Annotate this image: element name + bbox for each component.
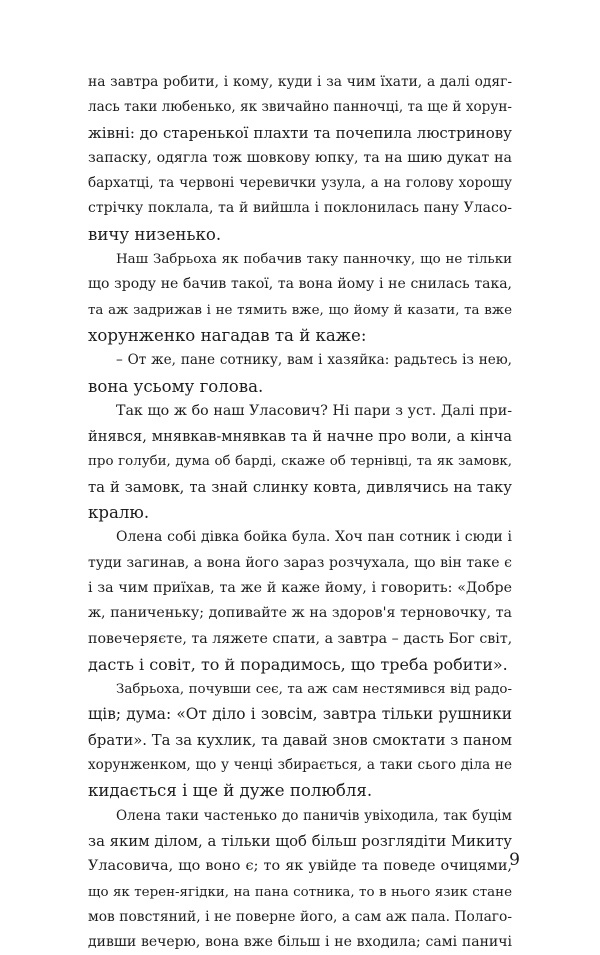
text-line: на завтра робити, і кому, куди і за чим їхати, а далі одяг- <box>88 74 512 90</box>
text-line: і за чим приїхав, та же й каже йому, і говорить: «Добре <box>88 579 512 596</box>
text-line: Олена таки частенько до паничів увіходила, так буцім <box>116 807 512 824</box>
text-line: йнявся, мнявкав-мнявкав та й начне про воли, а кінча <box>88 428 512 446</box>
text-line: Так що ж бо наш Уласович? Ні пари з уст. Далі при- <box>116 402 512 419</box>
text-line: туди загинав, а вона його зараз розчухала, що він таке є <box>88 554 512 571</box>
text-line: що як терен-ягідки, на пана сотника, то в нього язик стане <box>88 884 512 900</box>
text-line: кидається і ще й дуже полюбля. <box>88 781 373 801</box>
text-line: про голуби, дума об барді, скаже об тернівці, та як замовк, <box>88 454 512 470</box>
text-line: – От же, пане сотнику, вам і хазяйка: радьтесь із нею, <box>116 352 512 369</box>
text-line: ж, паниченьку; допивайте ж на здоров'я терновочку, та <box>88 605 512 622</box>
text-line: та й замовк, та знай слинку ковта, дивлячись на таку <box>88 478 512 496</box>
text-line: Олена собі дівка бойка була. Хоч пан сотник і сюди і <box>116 529 512 546</box>
body-text <box>88 70 512 955</box>
text-line: Наш Забрьоха як побачив таку панночку, що не тільки <box>116 252 512 268</box>
text-line: бархатці, та червоні черевички узула, а на голову хорошу <box>88 175 512 192</box>
text-line: вона усьому голова. <box>88 376 264 396</box>
text-line: хорунженком, що у ченці збирається, а таки сього діла не <box>88 757 512 774</box>
text-line: Забрьоха, почувши сеє, та аж сам нестямився від радо- <box>116 682 512 698</box>
text-line: кралю. <box>88 503 150 523</box>
text-line: дивши вечерю, вона вже більш і не входила; самі паничі <box>88 934 512 951</box>
text-line: запаску, одягла тож шовкову юпку, та на шию дукат на <box>88 149 512 166</box>
text-line: Уласовича, що воно є; то як увійде та поведе очицями, <box>88 858 512 875</box>
text-line: що зроду не бачив такої, та вона йому і не снилась така, <box>88 276 512 293</box>
text-line: та аж задрижав і не тямить вже, що йому й казати, та вже <box>88 302 512 318</box>
text-line: за яким ділом, а тільки щоб більш розглядіти Микиту <box>88 832 512 850</box>
text-line: щів; дума: «От діло і зовсім, завтра тільки рушники <box>88 705 512 724</box>
text-line: лась таки любенько, як звичайно панночці, та ще й хорун- <box>88 99 513 116</box>
page-number: 9 <box>509 850 520 870</box>
text-line: хорунженко нагадав та й каже: <box>88 325 367 345</box>
text-line: жівні: до старенької плахти та почепила люстринову <box>88 123 512 142</box>
text-line: стрічку поклала, та й вийшла і поклонилась пану Уласо- <box>88 200 512 217</box>
text-line: повечеряєте, та ляжете спати, а завтра – дасть Бог світ, <box>88 630 513 647</box>
text-line: брати». Та за кухлик, та давай знов смоктати з паном <box>88 731 512 749</box>
text-line: вичу низенько. <box>88 224 222 244</box>
text-line: дасть і совіт, то й порадимось, що треба робити». <box>88 654 508 674</box>
text-line: мов повстяний, і не поверне його, а сам аж пала. Полаго- <box>88 908 512 925</box>
